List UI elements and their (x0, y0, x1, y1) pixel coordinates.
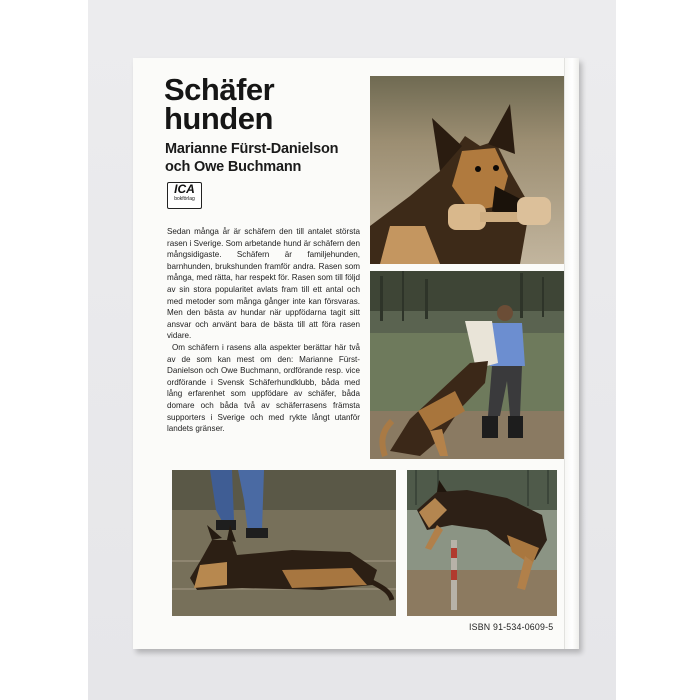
author-line-1: Marianne Fürst-Danielson (165, 141, 339, 157)
publisher-logo (167, 182, 202, 209)
photo-dog-jumping-hurdle (407, 470, 557, 616)
photo-dog-lying-down (172, 470, 396, 616)
photo-dog-with-dumbbell-image (370, 76, 564, 264)
blurb-text (167, 226, 360, 435)
photo-dog-protection-training-image (370, 271, 564, 459)
book-page-edge (564, 58, 579, 649)
publisher-logo-subtext: bokförlag (174, 196, 195, 202)
blurb-paragraph-2: Om schäfern i rasens alla aspekter berättar här två av de som kan mest om den: Marianne Fürst-Danielson och Owe Buchmann, ordförande resp. vice ordförande i Svensk Schäferhundklubb, båda med lång erfarenhet som uppfödare av schäfer, båda domare och båda två av schäferrasens främsta supporters i Sverige och med rykte långt utanför landets gränser. (167, 342, 360, 434)
author-line-2: och Owe Buchmann (165, 159, 302, 175)
photo-dog-jumping-hurdle-image (407, 470, 557, 616)
book-back-cover (133, 58, 579, 649)
photo-dog-with-dumbbell (370, 76, 564, 264)
book-authors (165, 140, 338, 176)
title-line-2: hunden (164, 101, 273, 136)
book-title (164, 72, 275, 136)
title-line-1: Schäfer (164, 72, 275, 107)
photo-dog-protection-training (370, 271, 564, 459)
publisher-logo-text: ICA (174, 182, 195, 196)
blurb-paragraph-1: Sedan många år är schäfern den till antalet största rasen i Sverige. Som arbetande hund är schäfern den mångsidigaste. Schäfern är familjehunden, barnhunden, brukshunden framför andra. Rasen som många, med rätta, har respekt för. Rasen som till följd av sin stora popularitet avlats fram till ett antal och med metoder som många gånger inte kan försvaras. Men den bästa av hundar när uppfödarna tagit sitt ansvar och använt bara de bästa till att föra rasen vidare. (167, 227, 360, 341)
isbn-number: ISBN 91-534-0609-5 (469, 622, 554, 632)
photo-dog-lying-down-image (172, 470, 396, 616)
